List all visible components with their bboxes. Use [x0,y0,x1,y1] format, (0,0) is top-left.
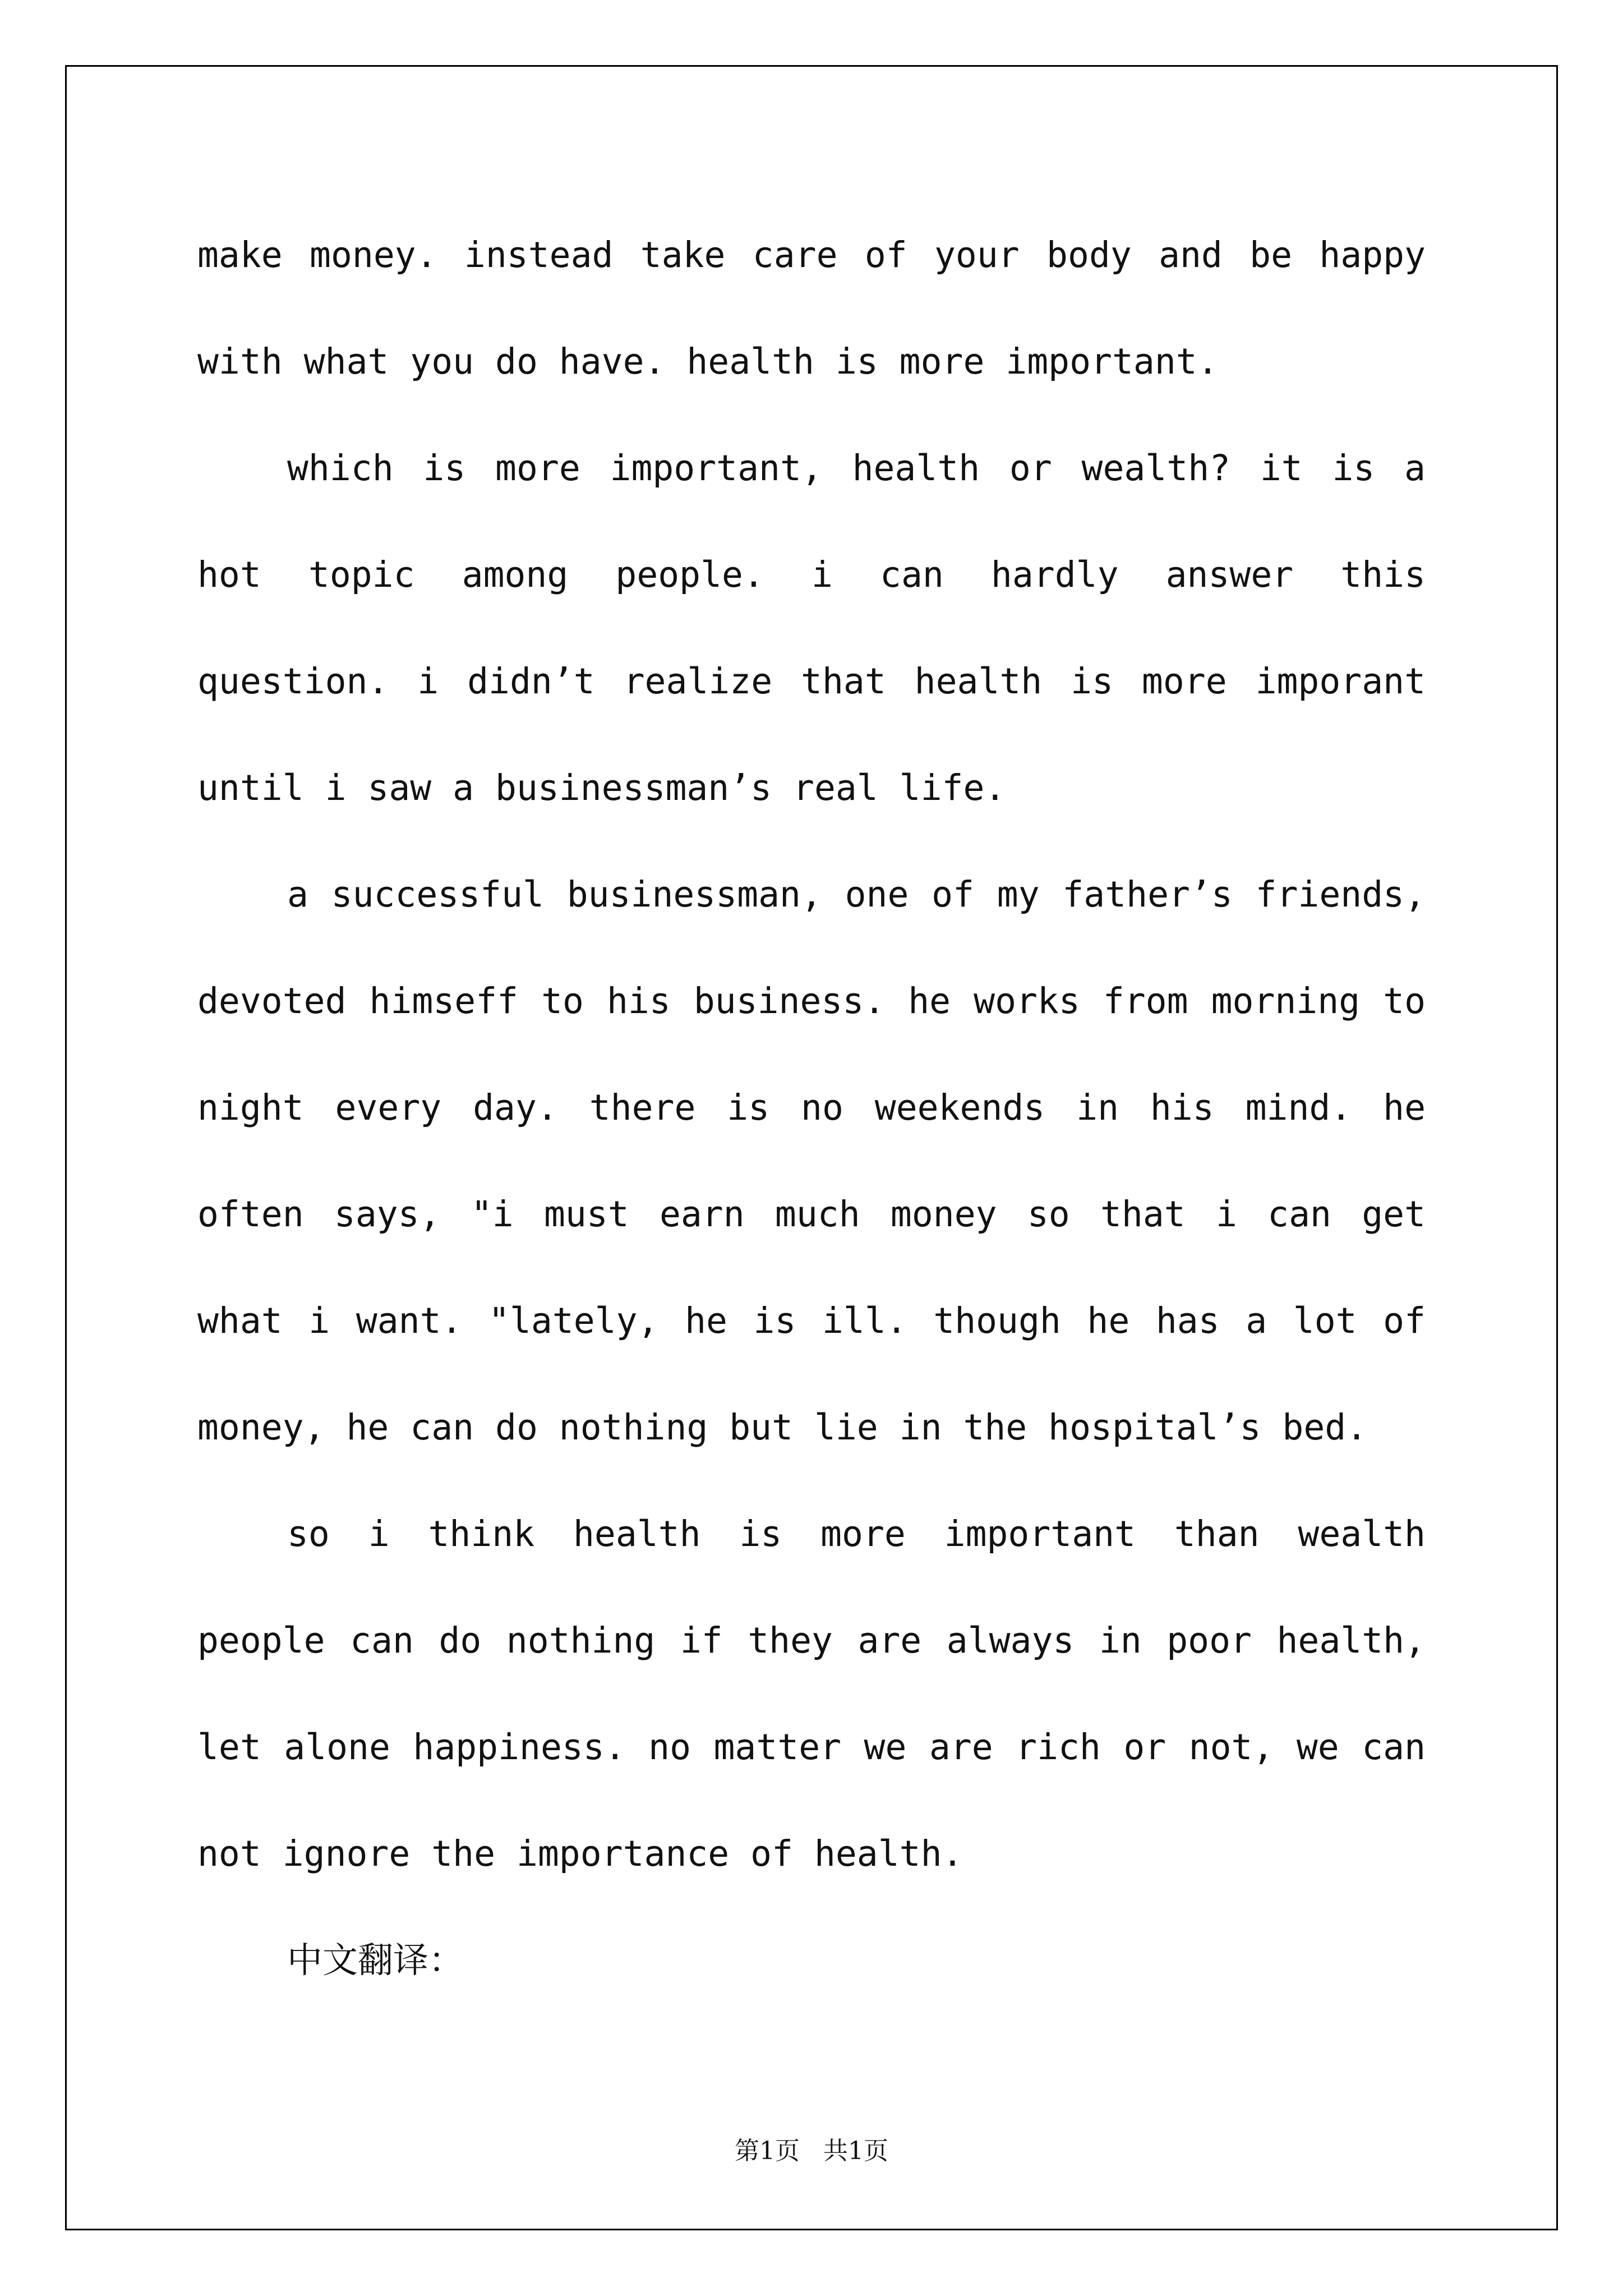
paragraph-2: which is more important, health or wealth? it is a hot topic among people. i can hardly answer this question. i didn’t realize that health is more imporant until i saw a businessman’s real life. [197,448,1426,808]
document-body [197,202,1426,2014]
paragraph-3: a successful businessman, one of my father’s friends, devoted himseff to his business. he works from morning to night every day. there is no weekends in his mind. he often says, "i must earn much money so that i can get what i want. "lately, he is ill. though he has a lot of money, he can do nothing but lie in the hospital’s bed. [197,874,1426,1448]
paragraph-4: so i think health is more important than wealth people can do nothing if they are always in poor health, let alone happiness. no matter we are rich or not, we can not ignore the importance of health. [197,1513,1426,1874]
paragraph-5: 中文翻译： [287,1940,464,1981]
paragraph-1: make money. instead take care of your body and be happy with what you do have. health is more important. [197,234,1426,382]
page-footer: 第1页 共1页 [735,2137,888,2165]
